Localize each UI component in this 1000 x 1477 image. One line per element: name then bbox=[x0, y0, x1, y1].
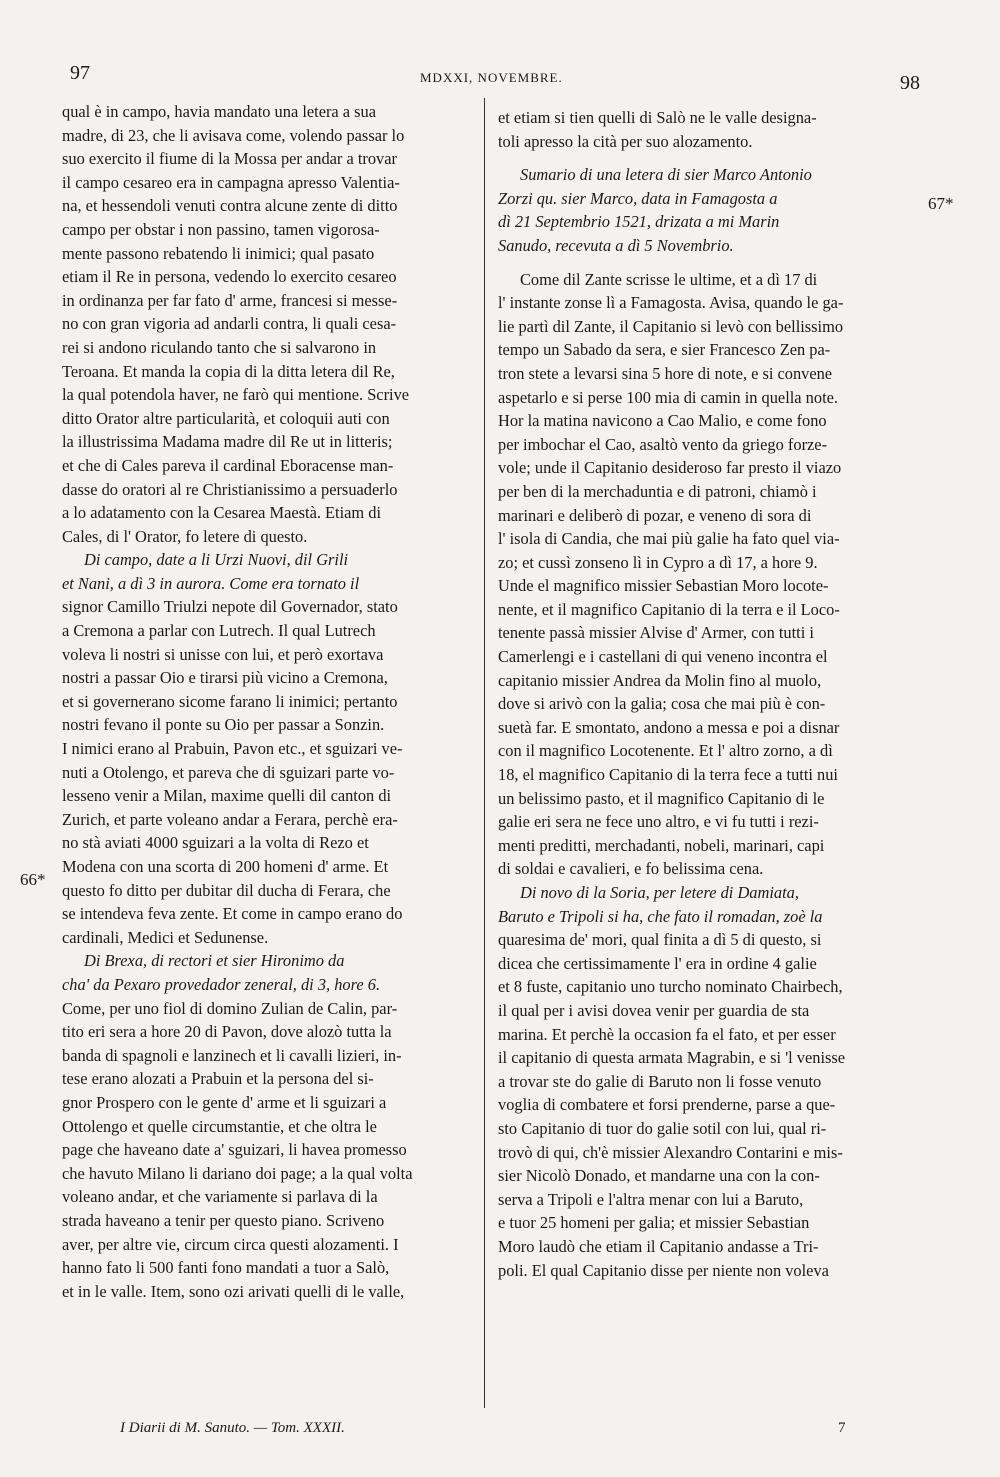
text-line: campo per obstar i non passino, tamen vigorosa- bbox=[62, 219, 380, 239]
text-line: aver, per altre vie, circum circa questi alozamenti. I bbox=[62, 1234, 399, 1254]
text-line: menti preditti, merchadanti, nobeli, marinari, capi bbox=[498, 835, 825, 855]
text-line: page che haveano date a' sguizari, li havea promesso bbox=[62, 1140, 407, 1160]
footer-signature: 7 bbox=[838, 1420, 846, 1436]
text-line: no con gran vigoria ad andarli contra, li quali cesa- bbox=[62, 314, 397, 334]
text-line: di soldai e cavalieri, e fo belissima cena. bbox=[498, 859, 764, 879]
text-line: in ordinanza per far fato d' arme, francesi si messe- bbox=[62, 290, 398, 310]
text-line: e tuor 25 homeni per galia; et missier Sebastian bbox=[498, 1213, 810, 1233]
text-line: il qual per i avisi dovea venir per guardia de sta bbox=[498, 1000, 810, 1020]
text-line: hanno fato li 500 fanti fono mandati a tuor a Salò, bbox=[62, 1258, 390, 1278]
text-line: l' instante zonse lì a Famagosta. Avisa, quando le ga- bbox=[498, 293, 844, 313]
text-line: trovò di qui, ch'è missier Alexandro Contarini e mis- bbox=[498, 1142, 843, 1162]
text-line: lesseno venir a Milan, maxime quelli dil canton di bbox=[62, 786, 392, 806]
text-line: Sumario di una letera di sier Marco Antonio bbox=[520, 165, 812, 185]
text-line: a trovar ste do galie di Baruto non li fosse venuto bbox=[498, 1071, 822, 1091]
text-line: nuti a Otolengo, et pareva che di sguizari parte vo- bbox=[62, 762, 395, 782]
margin-note-left: 66* bbox=[20, 870, 46, 889]
text-line: et 8 fuste, capitanio uno turcho nominato Chairbech, bbox=[498, 977, 843, 997]
text-line: et che di Cales pareva il cardinal Eboracense man- bbox=[62, 455, 394, 475]
text-line: suo exercito il fiume di la Mossa per andar a trovar bbox=[62, 149, 397, 169]
text-line: serva a Tripoli e l'altra menar con lui a Baruto, bbox=[498, 1189, 804, 1209]
text-line: tenente passà missier Alvise d' Armer, con tutti i bbox=[498, 623, 814, 643]
right-column bbox=[498, 106, 920, 1282]
text-line: che havuto Milano li dariano doi page; a la qual volta bbox=[62, 1163, 413, 1183]
text-line: l' isola di Candia, che mai più galie ha fato quel via- bbox=[498, 529, 840, 549]
text-line: a Cremona a parlar con Lutrech. Il qual Lutrech bbox=[62, 621, 376, 641]
text-line: poli. El qual Capitanio disse per niente non voleva bbox=[498, 1260, 829, 1280]
text-line: vole; unde il Capitanio desideroso far presto il viazo bbox=[498, 458, 842, 478]
text-line: lie partì dil Zante, il Capitanio si levò con bellissimo bbox=[498, 316, 844, 336]
text-line: il capitanio di questa armata Magrabin, e si 'l venisse bbox=[498, 1048, 846, 1068]
right-page-number: 98 bbox=[900, 72, 920, 94]
text-line: Moro laudò che etiam il Capitanio andasse a Tri- bbox=[498, 1236, 819, 1256]
text-line: questo fo ditto per dubitar dil ducha di Ferara, che bbox=[62, 880, 391, 900]
text-line: la illustrissima Madama madre dil Re ut in litteris; bbox=[62, 432, 393, 452]
text-line: dasse do oratori al re Christianissimo a persuaderlo bbox=[62, 479, 398, 499]
text-line: cha' da Pexaro provedador zeneral, di 3, hore 6. bbox=[62, 974, 381, 994]
text-line: marina. Et perchè la occasion fa el fato, et per esser bbox=[498, 1024, 836, 1044]
text-line: Di novo di la Soria, per letere di Damiata, bbox=[520, 883, 799, 902]
text-line: na, et hessendoli venuti contra alcune zente di ditto bbox=[62, 196, 398, 216]
text-line: capitanio missier Andrea da Molin fino al muolo, bbox=[498, 670, 822, 690]
text-line: Modena con una scorta di 200 homeni d' arme. Et bbox=[62, 857, 389, 876]
text-line: la qual potendola haver, ne farò qui mentione. Scrive bbox=[62, 385, 410, 405]
running-head: MDXXI, NOVEMBRE. bbox=[420, 70, 563, 85]
text-line: signor Camillo Triulzi nepote dil Governador, stato bbox=[62, 597, 398, 617]
text-line: a lo adatamento con la Cesarea Maestà. Etiam di bbox=[62, 503, 382, 523]
text-line: no stà aviati 4000 sguizari a la volta di Rezo et bbox=[62, 833, 369, 853]
text-line: banda di spagnoli e lanzinech et li cavalli lizieri, in- bbox=[62, 1045, 402, 1065]
text-line: voglia di combatere et forsi prenderne, parse a que- bbox=[498, 1095, 836, 1115]
text-line: Camerlengi e i castellani di qui veneno incontra el bbox=[498, 647, 828, 667]
text-line: voleva li nostri si unisse con lui, et però exortava bbox=[62, 644, 384, 664]
text-line: tito eri sera a hore 20 di Pavon, dove alozò tutta la bbox=[62, 1022, 392, 1042]
text-line: Sanudo, recevuta a dì 5 Novembrio. bbox=[498, 235, 734, 255]
column-divider bbox=[484, 98, 485, 1408]
text-line: dicea che certissimamente l' era in ordine 4 galie bbox=[498, 953, 817, 973]
text-line: se intendeva feva zente. Et come in campo erano do bbox=[62, 904, 403, 924]
text-line: marinari e deliberò di pozar, e veneno di sora di bbox=[498, 505, 812, 525]
text-line: sier Nicolò Donado, et mandarne una con la con- bbox=[498, 1166, 820, 1186]
text-line: Di Brexa, di rectori et sier Hironimo da bbox=[84, 951, 345, 971]
text-line: nente, et il magnifico Capitanio di la terra e il Loco- bbox=[498, 599, 840, 619]
text-line: toli apresso la cità per suo alozamento. bbox=[498, 131, 753, 151]
text-line: et si governerano sicome farano li inimici; pertanto bbox=[62, 691, 398, 711]
text-line: zo; et cussì zonseno lì in Cypro a dì 17, a hore 9. bbox=[498, 552, 818, 572]
text-line: cardinali, Medici et Sedunense. bbox=[62, 927, 269, 947]
text-line: nostri a passar Oio e tirarsi più vicino a Cremona, bbox=[62, 668, 388, 688]
text-line: il campo cesareo era in campagna apresso Valentia- bbox=[62, 172, 400, 192]
text-line: 18, el magnifico Capitanio di la terra fece a tutti nui bbox=[498, 765, 838, 785]
text-line: dì 21 Septembrio 1521, drizata a mi Marin bbox=[498, 212, 780, 232]
text-line: etiam il Re in persona, vedendo lo exercito cesareo bbox=[62, 267, 397, 287]
text-line: Cales, di l' Orator, fo letere di questo. bbox=[62, 526, 308, 546]
text-line: Unde el magnifico missier Sebastian Moro locote- bbox=[498, 576, 829, 596]
text-line: ditto Orator altre particularità, et coloquii auti con bbox=[62, 408, 390, 428]
text-line: Come dil Zante scrisse le ultime, et a dì 17 di bbox=[520, 269, 818, 289]
text-line: Zurich, et parte voleano andar a Ferara, perchè era- bbox=[62, 809, 398, 829]
left-column bbox=[62, 100, 484, 1303]
text-line: Zorzi qu. sier Marco, data in Famagosta a bbox=[498, 188, 778, 208]
text-line: quaresima de' mori, qual finita a dì 5 di questo, si bbox=[498, 930, 822, 950]
left-page-number: 97 bbox=[70, 62, 90, 84]
text-line: per imbochar el Cao, asaltò vento da griego forze- bbox=[498, 434, 828, 454]
text-line: gnor Prospero con le gente d' arme et li sguizari a bbox=[62, 1092, 387, 1112]
text-line: Hor la matina navicono a Cao Malio, e come fono bbox=[498, 411, 827, 431]
text-line: nostri fevano il ponte su Oio per passar a Sonzin. bbox=[62, 715, 385, 735]
text-line: et Nani, a dì 3 in aurora. Come era tornato il bbox=[62, 573, 360, 593]
footer-title: I Diarii di M. Sanuto. — Tom. XXXII. bbox=[120, 1420, 345, 1436]
margin-note-right: 67* bbox=[928, 194, 954, 213]
text-line: con il magnifico Locotenente. Et l' altro zorno, a dì bbox=[498, 741, 833, 761]
text-line: un belissimo pasto, et il magnifico Capitanio di le bbox=[498, 788, 825, 808]
text-line: I nimici erano al Prabuin, Pavon etc., et sguizari ve- bbox=[62, 739, 403, 759]
text-line: voleano andar, et che variamente si parlava di la bbox=[62, 1187, 378, 1207]
text-line: sto Capitanio di tuor do galie sotil con lui, qual ri- bbox=[498, 1118, 827, 1138]
text-line: tron stete a levarsi sina 5 hore di note, e si convene bbox=[498, 363, 833, 383]
text-line: suetà far. E smontato, andono a messa e poi a disnar bbox=[498, 717, 840, 737]
text-line: Baruto e Tripoli si ha, che fato il romadan, zoè la bbox=[498, 906, 823, 926]
text-line: Teroana. Et manda la copia di la ditta letera dil Re, bbox=[62, 361, 395, 381]
text-line: strada haveano a tenir per questo piano. Scriveno bbox=[62, 1210, 385, 1230]
text-line: mente passono rebatendo li inimici; qual pasato bbox=[62, 243, 375, 263]
text-line: qual è in campo, havia mandato una letera a sua bbox=[62, 102, 377, 121]
text-line: Di campo, date a li Urzi Nuovi, dil Grili bbox=[84, 550, 349, 570]
text-line: tempo un Sabado da sera, e sier Francesco Zen pa- bbox=[498, 340, 831, 360]
text-line: per ben di la merchaduntia e di patroni, chiamò i bbox=[498, 481, 817, 501]
paragraph-gap bbox=[498, 258, 920, 268]
text-line: aspetarlo e si perse 100 mia di camin in quella note. bbox=[498, 387, 839, 407]
paragraph-gap bbox=[498, 153, 920, 163]
text-line: rei si andono riculando tanto che si salvarono in bbox=[62, 337, 377, 357]
text-line: madre, di 23, che li avisava come, volendo passar lo bbox=[62, 125, 405, 145]
text-line: Ottolengo et quelle circumstantie, et che oltra le bbox=[62, 1116, 377, 1136]
text-line: galie eri sera ne fece uno altro, e vi fu tutti i rezi- bbox=[498, 812, 819, 832]
text-line: Come, per uno fiol di domino Zulian de Calin, par- bbox=[62, 998, 398, 1018]
text-line: et in le valle. Item, sono ozi arivati quelli di le valle, bbox=[62, 1281, 405, 1301]
text-line: et etiam si tien quelli di Salò ne le valle designa- bbox=[498, 108, 817, 127]
text-line: dove si arivò con la galia; cosa che mai più è con- bbox=[498, 694, 826, 714]
text-line: tese erano alozati a Prabuin et la persona del si- bbox=[62, 1069, 374, 1089]
